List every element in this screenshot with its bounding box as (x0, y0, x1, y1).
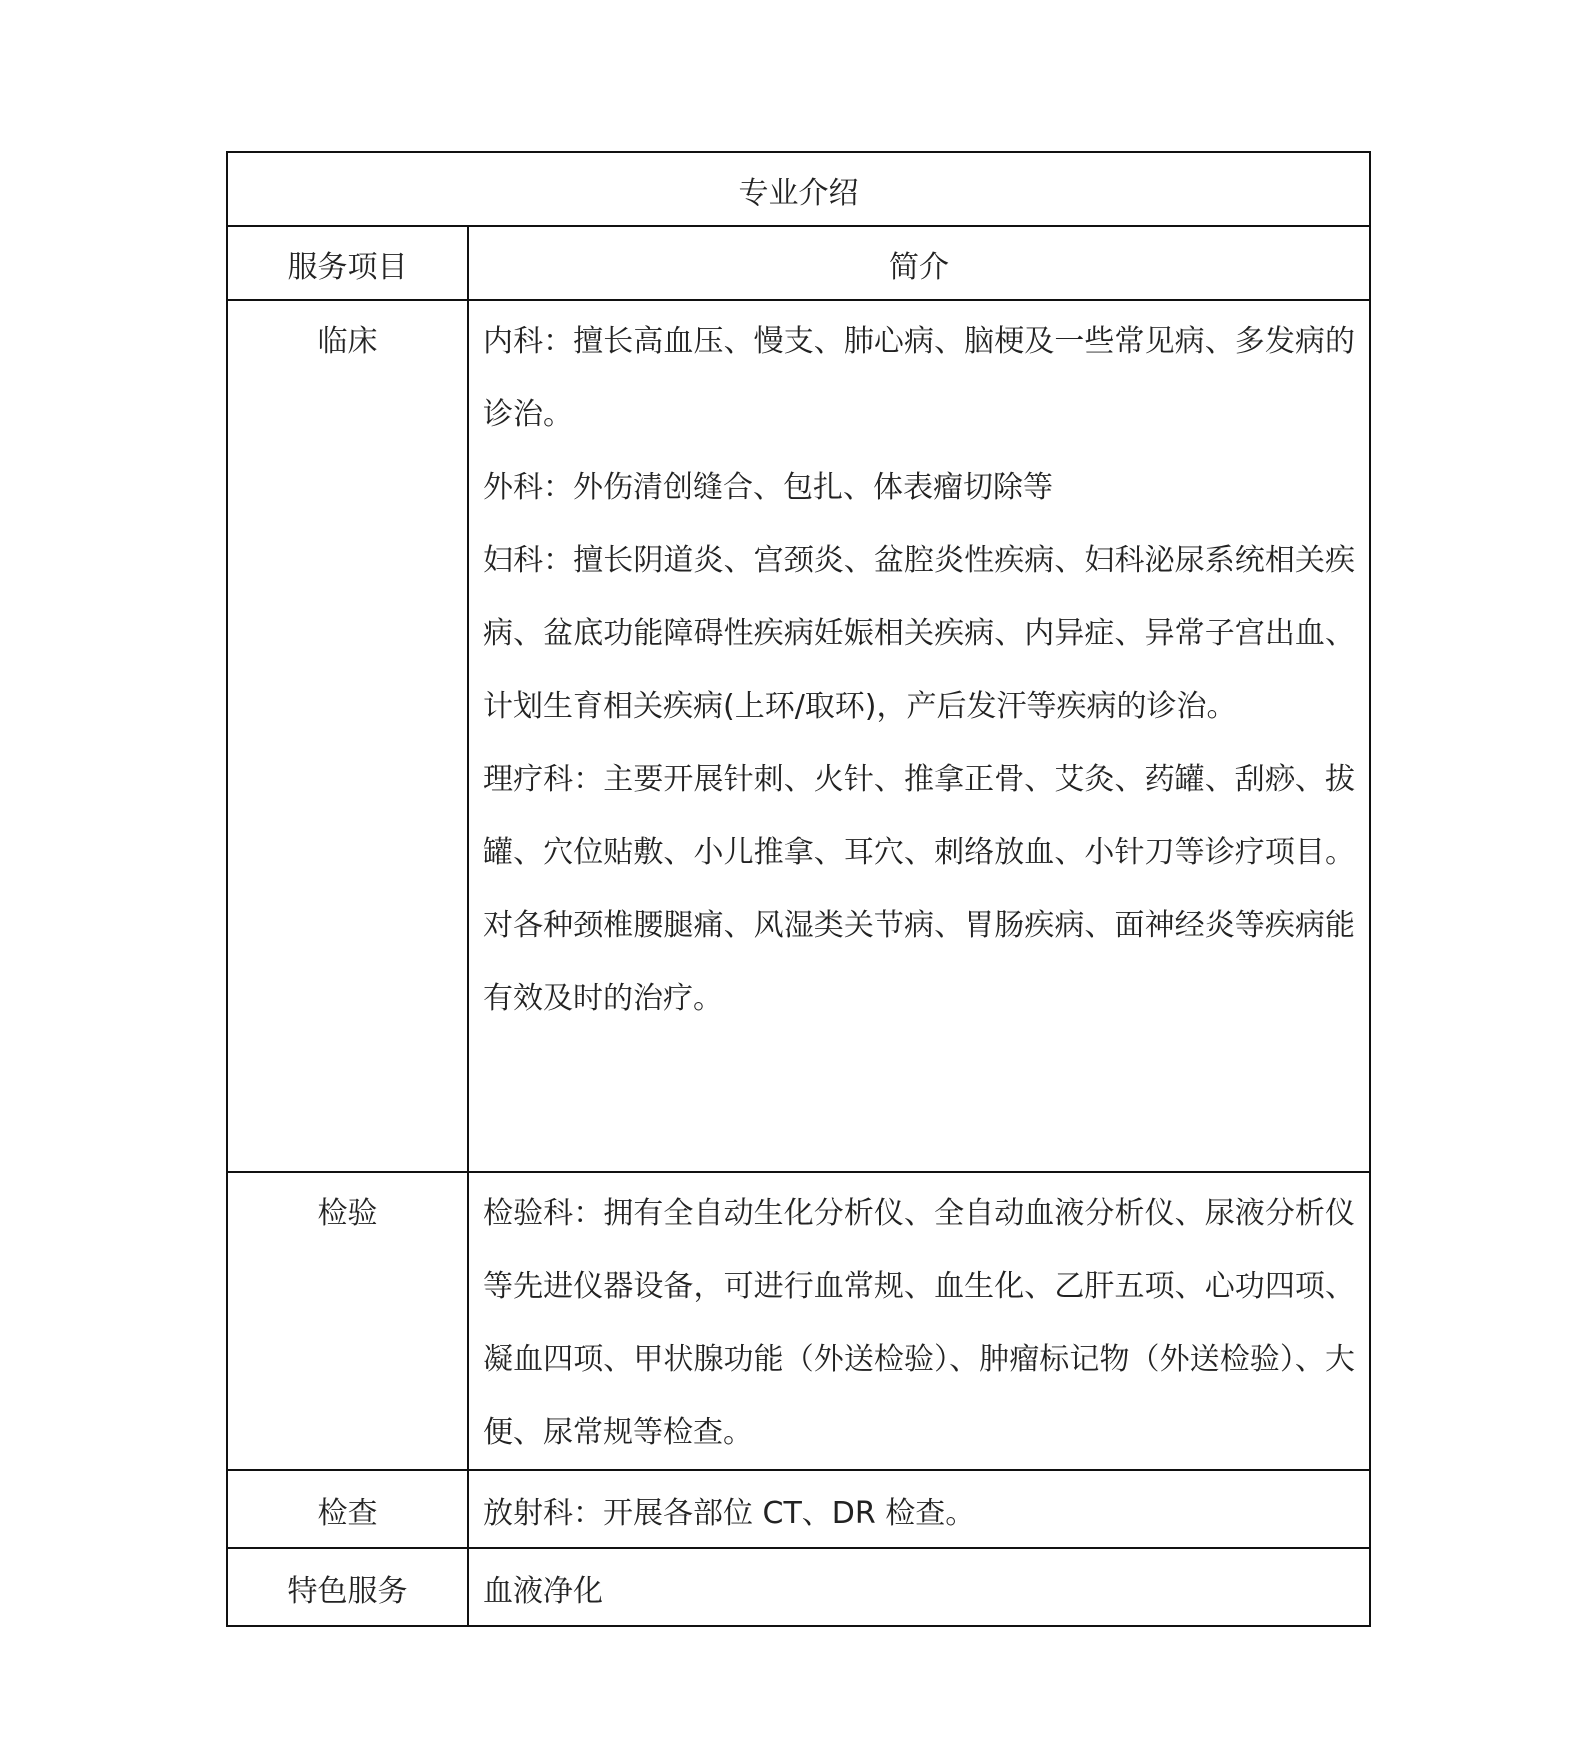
special-label: 特色服务 (287, 1574, 408, 1609)
service-intro-table (226, 151, 1371, 1627)
exam-label: 检查 (317, 1496, 378, 1531)
internal-medicine-text: 内科：擅长高血压、慢支、肺心病、脑梗及一些常见病、多发病的诊治。 (483, 324, 1355, 432)
lab-label: 检验 (317, 1196, 378, 1231)
table-row-special (227, 1548, 1370, 1626)
exam-text: 放射科：开展各部位 CT、DR 检查。 (483, 1496, 976, 1531)
surgery-text: 外科：外伤清创缝合、包扎、体表瘤切除等 (483, 470, 1053, 505)
physiotherapy-text: 理疗科：主要开展针刺、火针、推拿正骨、艾灸、药罐、刮痧、拔罐、穴位贴敷、小儿推拿、耳穴、刺络放血、小针刀等诊疗项目。对各种颈椎腰腿痛、风湿类关节病、胃肠疾病、面神经炎等疾病能有效及时的治疗。 (483, 762, 1355, 1016)
table-row-exam (227, 1470, 1370, 1548)
lab-text: 检验科：拥有全自动生化分析仪、全自动血液分析仪、尿液分析仪等先进仪器设备，可进行血常规、血生化、乙肝五项、心功四项、凝血四项、甲状腺功能（外送检验）、肿瘤标记物（外送检验）、大便、尿常规等检查。 (483, 1196, 1355, 1450)
header-intro (468, 226, 1370, 300)
table-header-row (227, 226, 1370, 300)
gynecology-text: 妇科：擅长阴道炎、宫颈炎、盆腔炎性疾病、妇科泌尿系统相关疾病、盆底功能障碍性疾病妊娠相关疾病、内异症、异常子宫出血、计划生育相关疾病(上环/取环)，产后发汗等疾病的诊治。 (483, 543, 1355, 724)
header-service-item-label: 服务项目 (287, 250, 408, 285)
table-row-lab (227, 1172, 1370, 1470)
lab-desc-cell (468, 1172, 1370, 1470)
header-intro-label: 简介 (889, 250, 949, 285)
exam-desc-cell (468, 1470, 1370, 1548)
exam-label-cell (227, 1470, 468, 1548)
header-service-item (227, 226, 468, 300)
lab-label-cell (227, 1172, 468, 1470)
special-label-cell (227, 1548, 468, 1626)
special-desc-cell (468, 1548, 1370, 1626)
clinic-label: 临床 (317, 324, 378, 359)
clinic-desc-cell (468, 300, 1370, 1172)
clinic-label-cell (227, 300, 468, 1172)
table-title-row (227, 152, 1370, 226)
table-title-cell (227, 152, 1370, 226)
table-row-clinic (227, 300, 1370, 1172)
special-text: 血液净化 (483, 1574, 603, 1609)
table-title: 专业介绍 (738, 176, 859, 211)
